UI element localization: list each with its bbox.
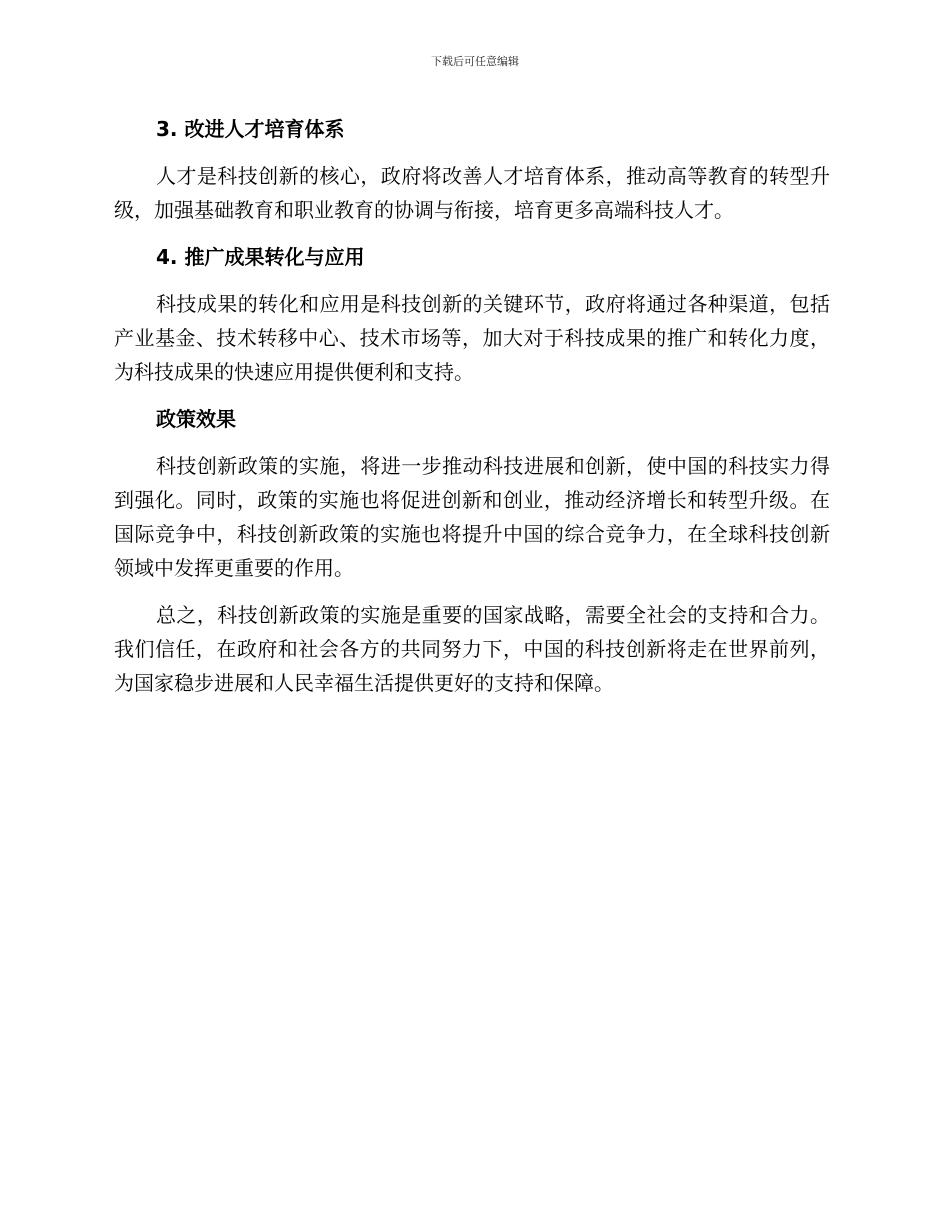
paragraph-effects: 科技创新政策的实施，将进一步推动科技进展和创新，使中国的科技实力得到强化。同时，政策的实施也将促进创新和创业，推动经济增长和转型升级。在国际竞争中，科技创新政策的实施也将提升中国的综合竞争力，在全球科技创新领域中发挥更重要的作用。 xyxy=(114,454,830,580)
section-heading-talent: 3. 改进人才培育体系 xyxy=(156,117,345,141)
paragraph-transfer: 科技成果的转化和应用是科技创新的关键环节，政府将通过各种渠道，包括产业基金、技术转移中心、技术市场等，加大对于科技成果的推广和转化力度，为科技成果的快速应用提供便利和支持。 xyxy=(114,292,830,384)
paragraph-talent: 人才是科技创新的核心，政府将改善人才培育体系，推动高等教育的转型升级，加强基础教育和职业教育的协调与衔接，培育更多高端科技人才。 xyxy=(114,164,830,222)
section-heading-transfer: 4. 推广成果转化与应用 xyxy=(156,245,365,269)
paragraph-conclusion: 总之，科技创新政策的实施是重要的国家战略，需要全社会的支持和合力。我们信任，在政府和社会各方的共同努力下，中国的科技创新将走在世界前列，为国家稳步进展和人民幸福生活提供更好的支持和保障。 xyxy=(114,603,830,695)
section-heading-effects: 政策效果 xyxy=(156,407,236,431)
page-header-note: 下载后可任意编辑 xyxy=(431,55,519,68)
document-body xyxy=(114,112,830,713)
